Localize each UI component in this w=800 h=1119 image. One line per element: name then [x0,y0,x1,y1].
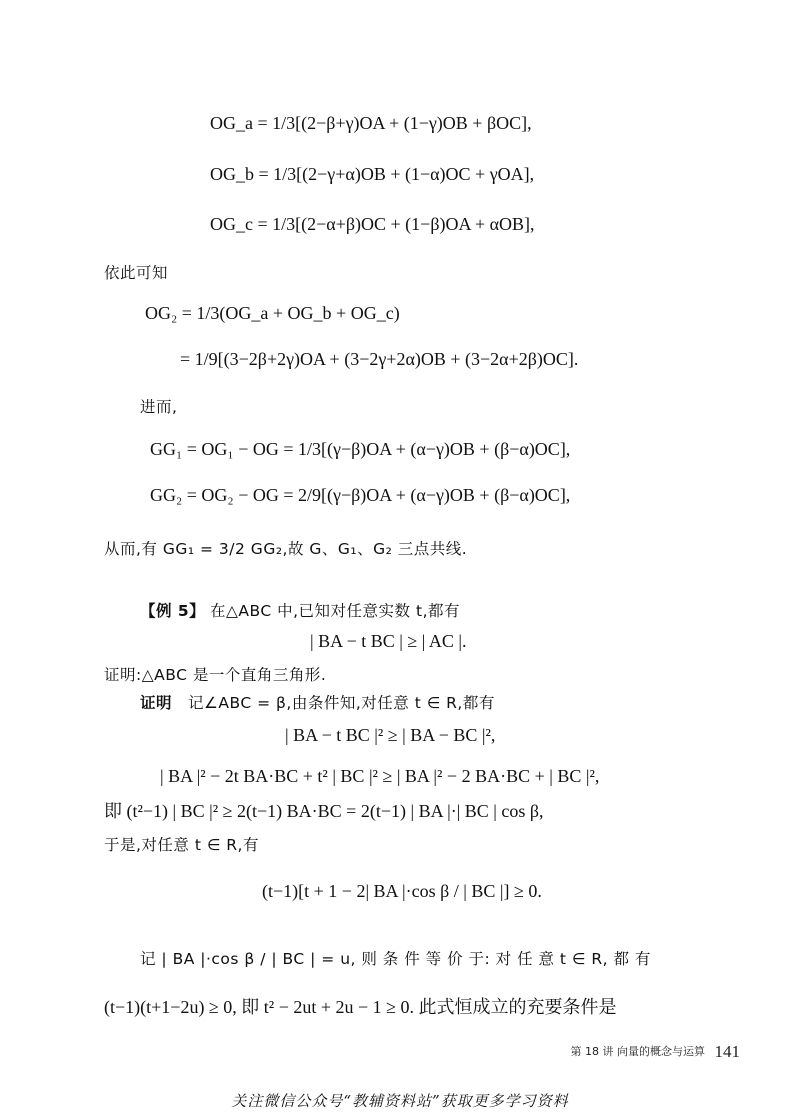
text-jiner: 进而, [140,398,178,416]
prove-statement: 证明:△ABC 是一个直角三角形. [104,666,327,684]
equation-og2-line2: = 1/9[(3−2β+2γ)OA + (3−2γ+2α)OB + (3−2α+2β)OC]. [180,349,579,369]
text-conclusion: 从而,有 GG₁ = 3/2 GG₂,故 G、G₁、G₂ 三点共线. [104,540,468,558]
proof-line-2: 即 (t²−1) | BC |² ≥ 2(t−1) BA·BC = 2(t−1) | BA |·| BC | cos β, [104,801,544,821]
chapter-title: 第 18 讲 向量的概念与运算 [570,1045,705,1058]
equation-gg1: GG₁ = OG₁ − OG = 1/3[(γ−β)OA + (α−γ)OB + (β−α)OC], [150,439,571,459]
equation-og-c: OG_c = 1/3[(2−α+β)OC + (1−β)OA + αOB], [210,214,535,234]
example-equation: | BA − t BC | ≥ | AC |. [310,631,467,651]
text-yici: 依此可知 [104,264,169,282]
equation-og-a: OG_a = 1/3[(2−β+γ)OA + (1−γ)OB + βOC], [210,113,532,133]
proof-line-4: 记 | BA |·cos β / | BC | = u, 则 条 件 等 价 于: 对 任 意 t ∈ R, 都 有 [140,950,651,968]
proof-line-3: 于是,对任意 t ∈ R,有 [104,836,259,854]
page-number: 141 [714,1042,740,1061]
watermark-text: 关注微信公众号“教辅资料站”获取更多学习资料 [231,1092,569,1110]
proof-line-1: 记∠ABC = β,由条件知,对任意 t ∈ R,都有 [188,694,495,712]
proof-equation-3: (t−1)[t + 1 − 2| BA |·cos β / | BC |] ≥ 0. [262,881,542,901]
equation-og2-line1: OG₂ = 1/3(OG_a + OG_b + OG_c) [145,303,400,323]
proof-equation-2: | BA |² − 2t BA·BC + t² | BC |² ≥ | BA |² − 2 BA·BC + | BC |², [160,766,600,786]
proof-equation-1: | BA − t BC |² ≥ | BA − BC |², [285,725,496,745]
example-label: 【例 5】 [140,602,206,620]
equation-og-b: OG_b = 1/3[(2−γ+α)OB + (1−α)OC + γOA], [210,164,535,184]
page-footer [571,1042,741,1062]
example-text: 在△ABC 中,已知对任意实数 t,都有 [210,602,460,620]
proof-label: 证明 [140,694,173,712]
proof-line-5: (t−1)(t+1−2u) ≥ 0, 即 t² − 2ut + 2u − 1 ≥ 0. 此式恒成立的充要条件是 [104,997,617,1017]
equation-gg2: GG₂ = OG₂ − OG = 2/9[(γ−β)OA + (α−γ)OB + (β−α)OC], [150,485,571,505]
